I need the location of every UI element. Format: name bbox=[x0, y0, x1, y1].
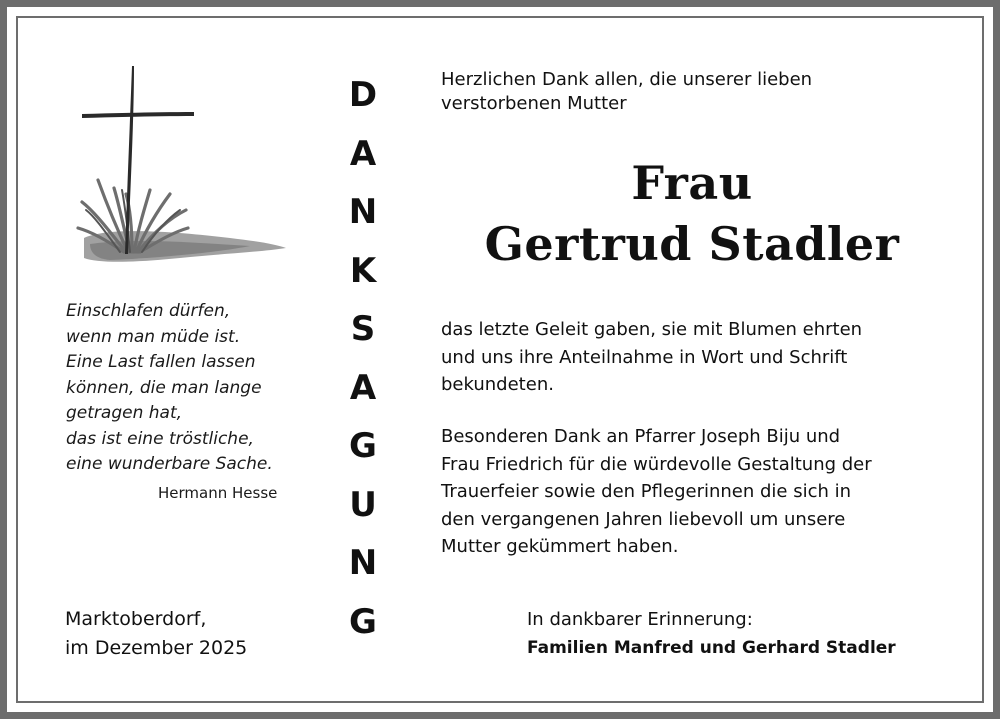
heading-letter: D bbox=[348, 75, 378, 115]
thanks-paragraph bbox=[441, 316, 862, 399]
intro-line: Herzlichen Dank allen, die unserer lieben bbox=[441, 69, 813, 90]
heading-letter: U bbox=[349, 484, 377, 525]
special-thanks-paragraph bbox=[441, 423, 872, 561]
deceased-salutation: Frau bbox=[631, 156, 753, 210]
place: Marktoberdorf, bbox=[65, 608, 207, 630]
paragraph-line: und uns ihre Anteilnahme in Wort und Schrift bbox=[441, 346, 848, 368]
poem-line: können, die man lange bbox=[66, 377, 262, 398]
closing-phrase: In dankbarer Erinnerung: bbox=[527, 609, 753, 630]
intro-text bbox=[441, 68, 812, 115]
heading-letter: A bbox=[349, 133, 377, 174]
vertical-heading bbox=[333, 66, 393, 651]
deceased-name: Gertrud Stadler bbox=[484, 217, 900, 271]
heading-letter: S bbox=[350, 309, 376, 349]
poem-line: eine wunderbare Sache. bbox=[66, 454, 273, 474]
paragraph-line: das letzte Geleit gaben, sie mit Blumen ehrten bbox=[441, 319, 863, 340]
closing-block bbox=[527, 605, 896, 663]
paragraph-line: den vergangenen Jahren liebevoll um unsere bbox=[441, 508, 846, 530]
heading-letter: A bbox=[349, 367, 377, 408]
paragraph-line: Mutter gekümmert haben. bbox=[441, 536, 679, 557]
deceased-name-block bbox=[441, 153, 943, 275]
heading-letter: K bbox=[349, 250, 377, 291]
place-date bbox=[65, 605, 247, 663]
heading-letter: N bbox=[348, 192, 378, 232]
heading-letter: G bbox=[349, 426, 377, 466]
cross-with-grass-icon bbox=[70, 62, 300, 277]
poem-line: getragen hat, bbox=[66, 403, 183, 423]
intro-line: verstorbenen Mutter bbox=[441, 92, 627, 114]
signatories: Familien Manfred und Gerhard Stadler bbox=[527, 638, 896, 658]
poem-line: Eine Last fallen lassen bbox=[66, 352, 256, 372]
poem bbox=[66, 299, 316, 478]
heading-letter: G bbox=[349, 601, 377, 642]
poem-line: wenn man müde ist. bbox=[66, 326, 241, 347]
paragraph-line: Trauerfeier sowie den Pflegerinnen die sich in bbox=[441, 481, 852, 502]
paragraph-line: Besonderen Dank an Pfarrer Joseph Biju und bbox=[441, 426, 841, 447]
paragraph-line: bekundeten. bbox=[441, 374, 554, 395]
heading-letter: N bbox=[348, 543, 378, 583]
paragraph-line: Frau Friedrich für die würdevolle Gestaltung der bbox=[441, 453, 872, 475]
date: im Dezember 2025 bbox=[65, 637, 248, 659]
poem-line: das ist eine tröstliche, bbox=[66, 428, 254, 449]
poem-author: Hermann Hesse bbox=[158, 484, 278, 502]
poem-line: Einschlafen dürfen, bbox=[66, 301, 231, 321]
